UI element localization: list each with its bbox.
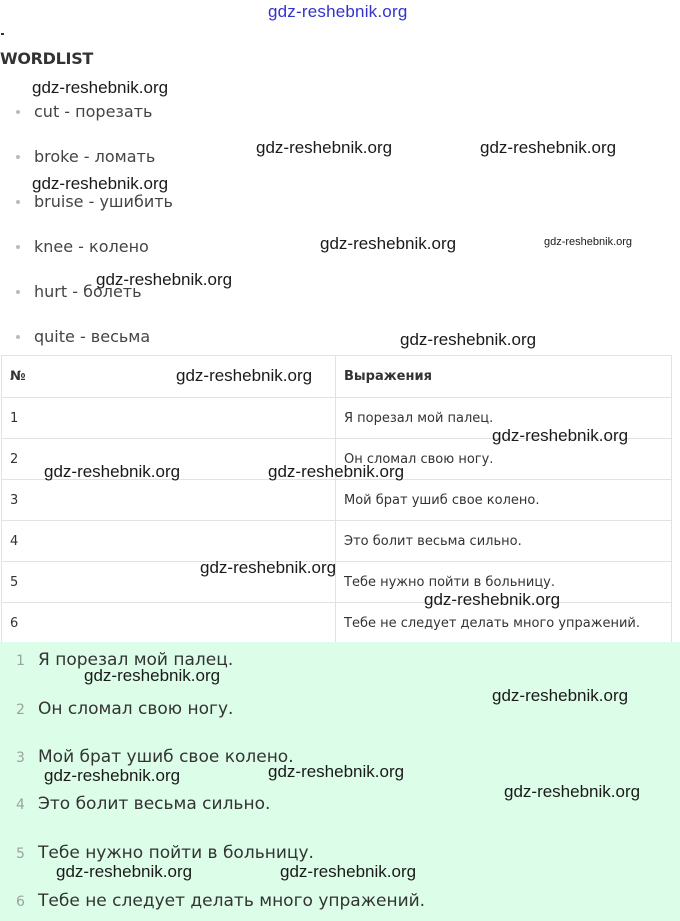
answer-number: 2: [16, 702, 25, 718]
watermark: gdz-reshebnik.org: [544, 236, 633, 248]
row-number: 1: [2, 398, 336, 439]
watermark: gdz-reshebnik.org: [32, 78, 169, 97]
watermark: gdz-reshebnik.org: [280, 862, 417, 881]
list-item-text: broke - ломать: [34, 147, 156, 166]
divider-tick: [1, 33, 4, 35]
bullet-icon: [16, 245, 20, 249]
answer-row: [16, 699, 233, 725]
row-phrase: Тебе не следует делать много упражений.: [336, 603, 672, 644]
list-item-text: quite - весьма: [34, 327, 151, 346]
phrases-table: [1, 355, 672, 644]
watermark: gdz-reshebnik.org: [504, 782, 641, 801]
table-row: [2, 521, 672, 562]
watermark-top: gdz-reshebnik.org: [268, 2, 408, 21]
bullet-icon: [16, 200, 20, 204]
row-number: 2: [2, 439, 336, 480]
answer-text: Я порезал мой палец.: [38, 650, 234, 670]
watermark: gdz-reshebnik.org: [44, 462, 181, 481]
watermark: gdz-reshebnik.org: [96, 270, 233, 289]
row-number: 3: [2, 480, 336, 521]
watermark: gdz-reshebnik.org: [176, 366, 313, 385]
watermark: gdz-reshebnik.org: [200, 558, 337, 577]
watermark: gdz-reshebnik.org: [492, 426, 629, 445]
answer-number: 6: [16, 894, 25, 910]
list-item: [16, 192, 316, 216]
watermark: gdz-reshebnik.org: [84, 666, 221, 685]
answer-number: 5: [16, 846, 25, 862]
row-phrase: Это болит весьма сильно.: [336, 521, 672, 562]
list-item-text: bruise - ушибить: [34, 192, 173, 211]
answer-number: 3: [16, 750, 25, 766]
row-phrase: Мой брат ушиб свое колено.: [336, 480, 672, 521]
table-row: [2, 562, 672, 603]
bullet-icon: [16, 110, 20, 114]
watermark: gdz-reshebnik.org: [424, 590, 561, 609]
watermark: gdz-reshebnik.org: [44, 766, 181, 785]
list-item: [16, 237, 316, 261]
header-number: №: [2, 356, 336, 398]
table-row: [2, 603, 672, 644]
answer-text: Он сломал свою ногу.: [38, 699, 234, 719]
watermark: gdz-reshebnik.org: [480, 138, 617, 157]
row-phrase: Я порезал мой палец.: [336, 398, 672, 439]
table-row: [2, 480, 672, 521]
bullet-icon: [16, 290, 20, 294]
answer-text: Мой брат ушиб свое колено.: [38, 747, 294, 767]
watermark: gdz-reshebnik.org: [492, 686, 629, 705]
answer-number: 4: [16, 797, 25, 813]
watermark: gdz-reshebnik.org: [56, 862, 193, 881]
answer-text: Это болит весьма сильно.: [38, 794, 271, 814]
watermark: gdz-reshebnik.org: [400, 330, 537, 349]
watermark: gdz-reshebnik.org: [268, 462, 405, 481]
table-header-row: [2, 356, 672, 398]
list-item-text: hurt - болеть: [34, 282, 142, 301]
header-phrases: Выражения: [336, 356, 672, 398]
bullet-icon: [16, 335, 20, 339]
list-item: [16, 102, 316, 126]
row-number: 5: [2, 562, 336, 603]
watermark: gdz-reshebnik.org: [32, 174, 169, 193]
answer-number: 1: [16, 653, 25, 669]
list-item-text: knee - колено: [34, 237, 149, 256]
list-item-text: cut - порезать: [34, 102, 153, 121]
row-phrase: Он сломал свою ногу.: [336, 439, 672, 480]
bullet-icon: [16, 155, 20, 159]
answer-row: [16, 891, 425, 917]
wordlist-title: WORDLIST: [0, 49, 94, 68]
row-number: 4: [2, 521, 336, 562]
list-item: [16, 327, 316, 351]
watermark: gdz-reshebnik.org: [320, 234, 457, 253]
answer-row: [16, 794, 270, 820]
row-phrase: Тебе нужно пойти в больницу.: [336, 562, 672, 603]
answer-text: Тебе не следует делать много упражений.: [38, 891, 426, 911]
answer-text: Тебе нужно пойти в больницу.: [38, 843, 314, 863]
watermark: gdz-reshebnik.org: [256, 138, 393, 157]
row-number: 6: [2, 603, 336, 644]
watermark: gdz-reshebnik.org: [268, 762, 405, 781]
